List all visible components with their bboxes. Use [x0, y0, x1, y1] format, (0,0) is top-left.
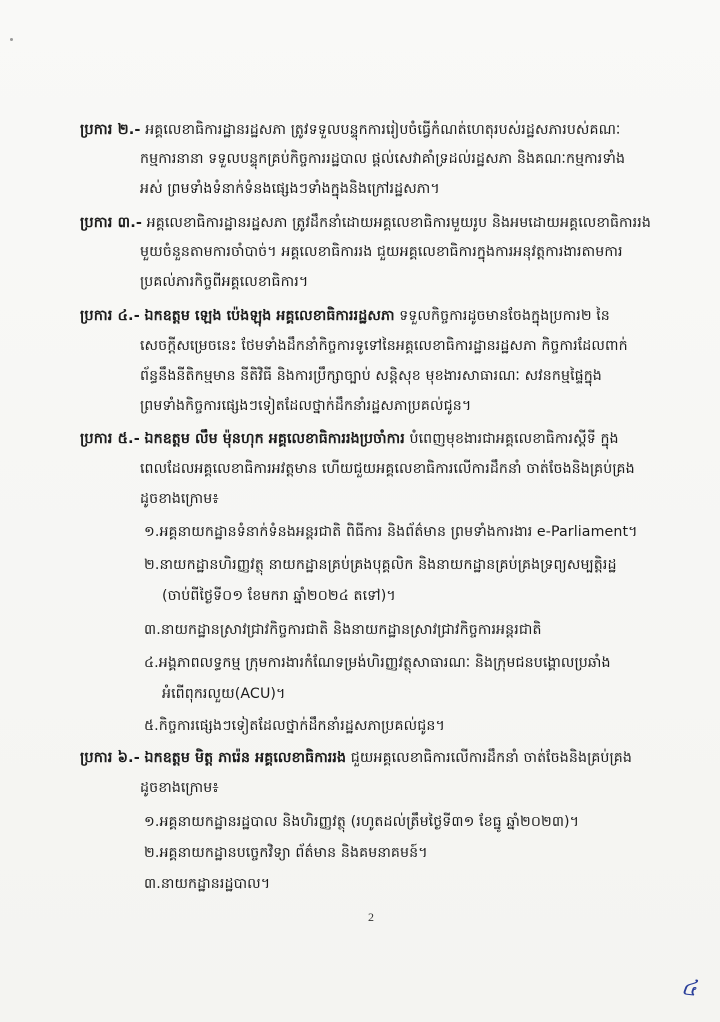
article-label: ប្រការ ៣.-: [80, 214, 142, 231]
official-name: ឯកឧត្តម លឹម ម៉ុនហុក អគ្គលេខាធិការរងប្រចាំការ: [144, 431, 405, 447]
article-text-line: កម្មការនានា ទទួលបន្ទុកគ្រប់កិច្ចការរដ្ឋបាល ផ្តល់សេវាគាំទ្រដល់រដ្ឋសភា និងគណៈកម្មការទាំង: [140, 151, 626, 167]
handwritten-margin-mark: ៤: [679, 975, 698, 1002]
official-name: ឯកឧត្តម មិត្ត ភារ៉េន អគ្គលេខាធិការរង: [144, 750, 347, 766]
scan-speck: [10, 38, 13, 41]
list-item: ២.នាយកដ្ឋានហិរញ្ញវត្ថុ នាយកដ្ឋានគ្រប់គ្រងបុគ្គលិក និងនាយកដ្ឋានគ្រប់គ្រងទ្រព្យសម្បត្តិរដ្ឋ: [144, 557, 617, 573]
article-text-line: ព្រមទាំងកិច្ចការផ្សេងៗទៀតដែលថ្នាក់ដឹកនាំរដ្ឋសភាប្រគល់ជូន។: [140, 398, 472, 414]
article-text-line: អគ្គលេខាធិការដ្ឋានរដ្ឋសភា ត្រូវទទួលបន្ទុកការរៀបចំធ្វើកំណត់ហេតុរបស់រដ្ឋសភារបស់គណៈ: [145, 122, 621, 138]
article-label: ប្រការ ៥.-: [80, 430, 140, 447]
page-number: 2: [368, 910, 374, 924]
article-label: ប្រការ ៤.-: [80, 307, 140, 324]
article-text-line: ដូចខាងក្រោម៖: [140, 491, 219, 507]
list-item-continuation: (ចាប់ពីថ្ងៃទី០១ ខែមករា ឆ្នាំ២០២៤ តទៅ)។: [162, 588, 396, 604]
list-item: ១.អគ្គនាយកដ្ឋានរដ្ឋបាល និងហិរញ្ញវត្ថុ (រហូតដល់ត្រឹមថ្ងៃទី៣១ ខែធ្នូ ឆ្នាំ២០២៣)។: [144, 814, 580, 830]
list-item: ៣.នាយកដ្ឋានរដ្ឋបាល។: [144, 876, 271, 892]
article-text-line: សេចក្តីសម្រេចនេះ ថែមទាំងដឹកនាំកិច្ចការទូទៅនៃអគ្គលេខាធិការដ្ឋានរដ្ឋសភា កិច្ចការដែលពាក់: [140, 338, 628, 354]
article-text-line: ដូចខាងក្រោម៖: [140, 780, 219, 796]
list-item: ២.អគ្គនាយកដ្ឋានបច្ចេកវិទ្យា ព័ត៌មាន និងគមនាគមន៍។: [144, 845, 428, 861]
list-item: ៤.អង្គភាពលទ្ធកម្ម ក្រុមការងារកំណែទម្រង់ហិរញ្ញវត្ថុសាធារណៈ និងក្រុមជនបង្គោលប្រឆាំង: [144, 655, 611, 671]
article-text-line: ជួយអគ្គលេខាធិការលើការដឹកនាំ ចាត់ចែងនិងគ្រប់គ្រង: [350, 750, 632, 766]
list-item: ១.អគ្គនាយកដ្ឋានទំនាក់ទំនងអន្តរជាតិ ពិធីការ និងព័ត៌មាន ព្រមទាំងការងារ e-Parliament។: [144, 524, 638, 540]
official-name: ឯកឧត្តម ឡេង ប៉េងឡុង អគ្គលេខាធិការរដ្ឋសភា: [144, 308, 395, 324]
article-text-line: បំពេញមុខងារជាអគ្គលេខាធិការស្តីទី ក្នុង: [409, 431, 619, 447]
list-item-continuation: អំពើពុករលួយ(ACU)។: [162, 686, 286, 702]
article-text-line: មួយចំនួនតាមការចាំបាច់។ អគ្គលេខាធិការរង ជួយអគ្គលេខាធិការក្នុងការអនុវត្តការងារតាមការ: [140, 244, 623, 260]
list-item: ៣.នាយកដ្ឋានស្រាវជ្រាវកិច្ចការជាតិ និងនាយកដ្ឋានស្រាវជ្រាវកិច្ចការអន្តរជាតិ: [144, 622, 542, 638]
article-label: ប្រការ ២.-: [80, 121, 141, 138]
article-text-line: ពេលដែលអគ្គលេខាធិការអវត្តមាន ហើយជួយអគ្គលេខាធិការលើការដឹកនាំ ចាត់ចែងនិងគ្រប់គ្រង: [140, 461, 635, 477]
article-text-line: អគ្គលេខាធិការដ្ឋានរដ្ឋសភា ត្រូវដឹកនាំដោយអគ្គលេខាធិការមួយរូប និងអមដោយអគ្គលេខាធិការរង: [146, 215, 651, 231]
article-text-line: អស់ ព្រមទាំងទំនាក់ទំនងផ្សេងៗទាំងក្នុងនិងក្រៅរដ្ឋសភា។: [140, 181, 440, 197]
article-text-line: ទទួលកិច្ចការដូចមានចែងក្នុងប្រការ២ នៃ: [399, 308, 610, 324]
list-item: ៥.កិច្ចការផ្សេងៗទៀតដែលថ្នាក់ដឹកនាំរដ្ឋសភាប្រគល់ជូន។: [144, 718, 445, 734]
article-text-line: ប្រគល់ភារកិច្ចពីអគ្គលេខាធិការ។: [140, 274, 309, 290]
article-text-line: ព័ន្ធនឹងនីតិកម្មមាន នីតិវិធី និងការប្រឹក្សាច្បាប់ សន្តិសុខ មុខងារសាធារណៈ សវនកម្មផ្ទៃក្នុង: [140, 368, 602, 384]
article-label: ប្រការ ៦.-: [80, 749, 140, 766]
